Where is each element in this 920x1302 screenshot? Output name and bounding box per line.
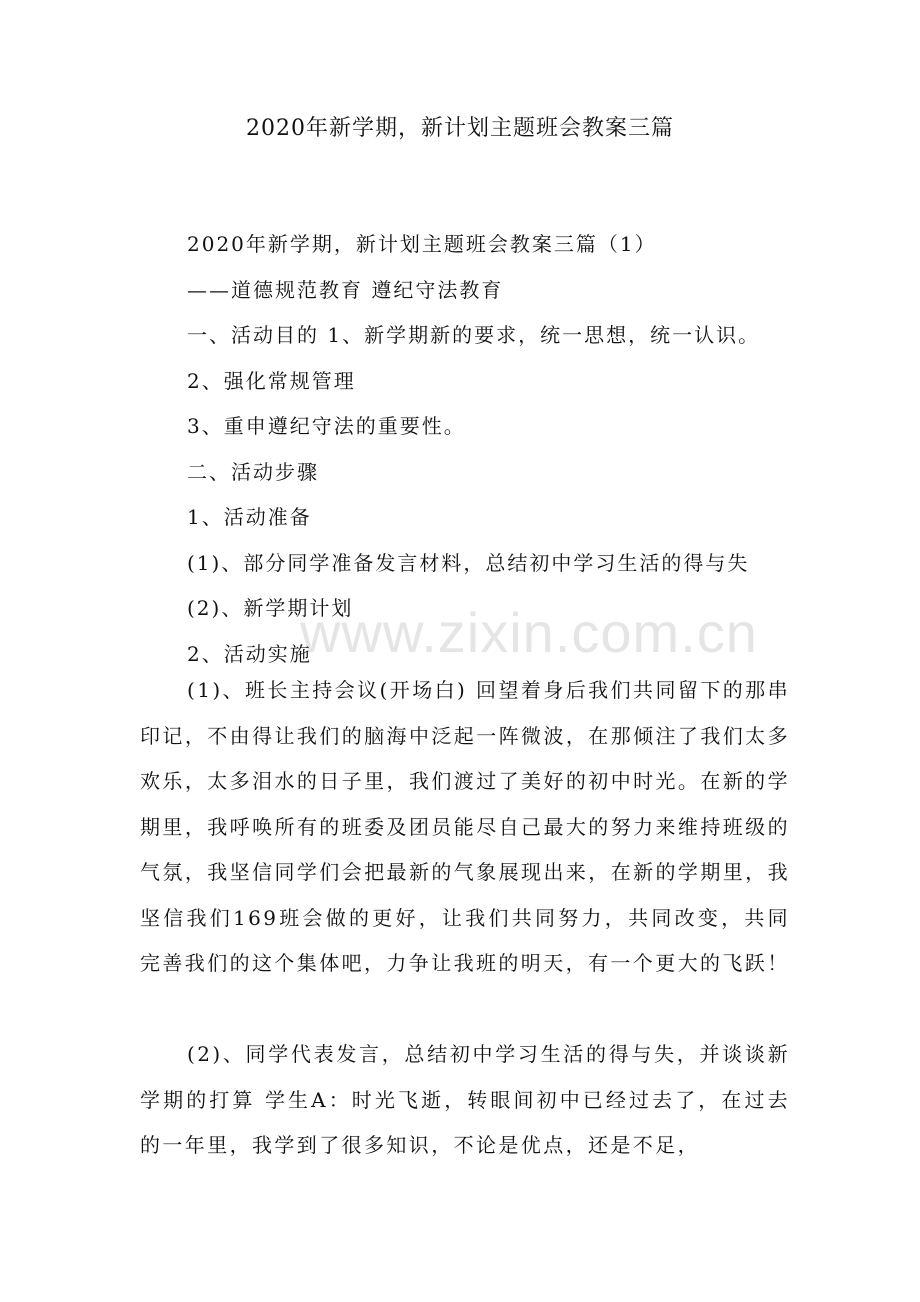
document-lines — [187, 222, 847, 677]
text-line: 1、活动准备 — [187, 505, 312, 529]
text-line: 一、活动目的 1、新学期新的要求，统一思想，统一认识。 — [187, 323, 761, 347]
text-line: 2020年新学期，新计划主题班会教案三篇（1） — [187, 232, 657, 256]
body-paragraph: (2)、同学代表发言，总结初中学习生活的得与失，并谈谈新学期的打算 学生A：时光飞逝，转眼间初中已经过去了，在过去的一年里，我学到了很多知识，不论是优点，还是不足， — [140, 1042, 790, 1157]
text-line: 3、重申遵纪守法的重要性。 — [187, 414, 466, 438]
text-line: 二、活动步骤 — [187, 459, 319, 484]
document-title: 2020年新学期，新计划主题班会教案三篇 — [246, 116, 674, 141]
text-line: (1)、部分同学准备发言材料，总结初中学习生活的得与失 — [187, 550, 750, 575]
text-line: ——道德规范教育 遵纪守法教育 — [187, 277, 504, 302]
text-line: 2、活动实施 — [187, 641, 312, 666]
text-line: 2、强化常规管理 — [187, 368, 356, 393]
text-line: (2)、新学期计划 — [187, 596, 354, 620]
body-paragraph: (1)、班长主持会议(开场白) 回望着身后我们共同留下的那串印记，不由得让我们的脑海中泛起一阵微波，在那倾注了我们太多欢乐，太多泪水的日子里，我们渡过了美好的初中时光。在新的学期里，我呼唤所有的班委及团员能尽自己最大的努力来维持班级的气氛，我坚信同学们会把最新的气象展现出来，在新的学期里，我坚信我们169班会做的更好，让我们共同努力，共同改变，共同完善我们的这个集体吧，力争让我班的明天，有一个更大的飞跃！ — [140, 678, 790, 975]
watermark: www.zixin.com.cn — [300, 601, 758, 664]
